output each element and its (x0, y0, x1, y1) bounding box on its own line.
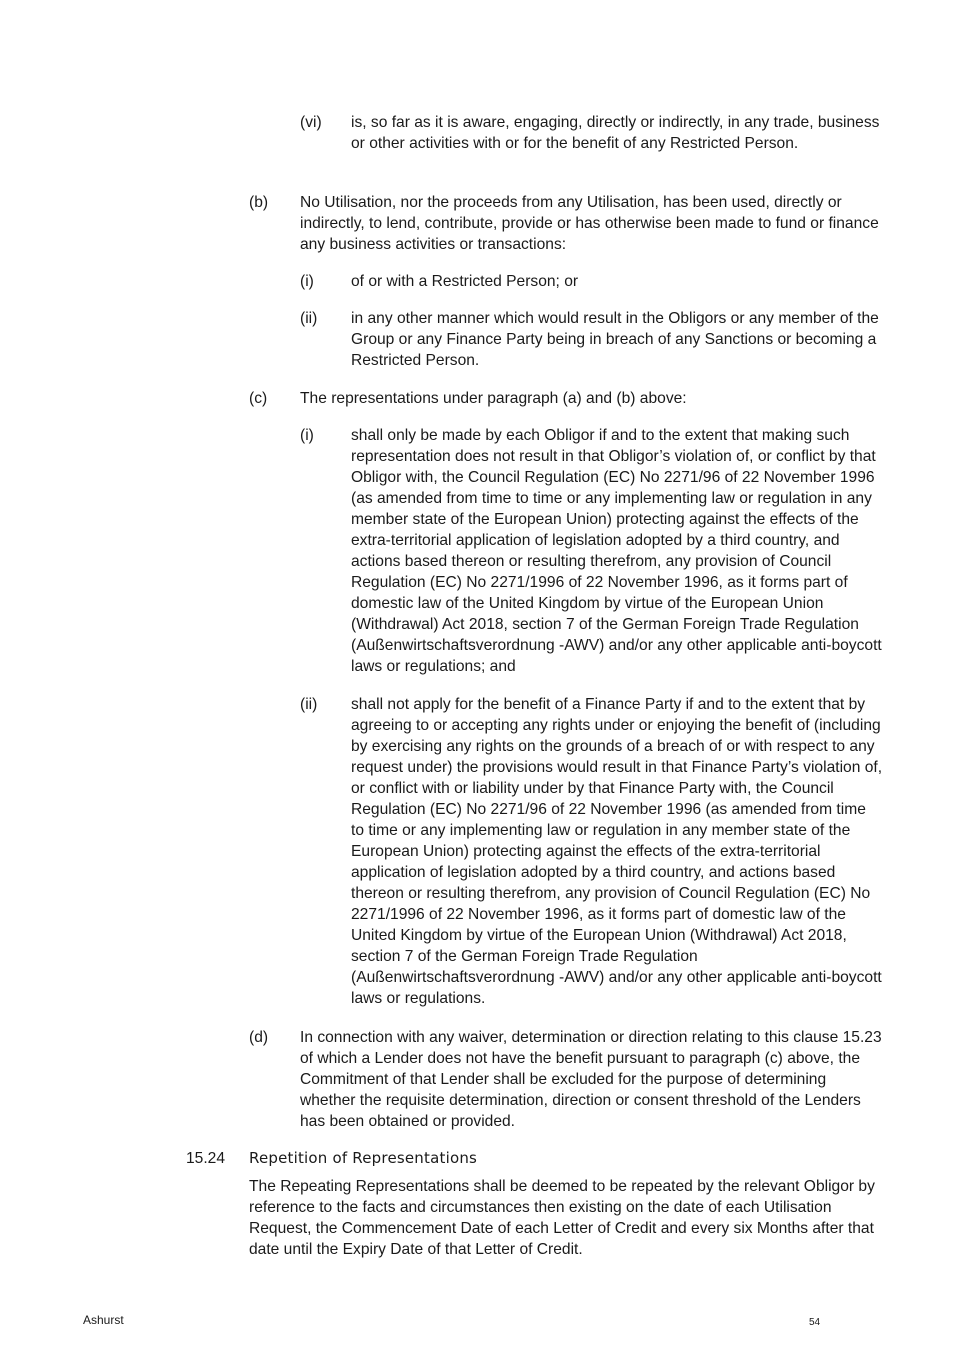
item-number: (c) (249, 390, 268, 407)
item-text: shall not apply for the benefit of a Finance Party if and to the extent that by agreeing to or accepting any rights under or enjoying the benefit of (including by exercising any rights on the grounds of a breach of or with respect to any request under) the provisions would result in that Finance Party’s violation of, or conflict with or liability under by that Finance Party with, the Council Regulation (EC) No 2271/96 of 22 November 1996 (as amended from time to time or any implementing law or regulation in any member state of the European Union) protecting against the effects of the extra-territorial application of legislation adopted by a third country, and actions based thereon or resulting therefrom, any provision of Council Regulation (EC) No 2271/1996 of 22 November 1996, as it forms part of domestic law of the United Kingdom by virtue of the European Union (Withdrawal) Act 2018, section 7 of the German Foreign Trade Regulation (Außenwirtschaftsverordnung -AWV) and/or any other applicable anti-boycott laws or regulations. (351, 696, 883, 1007)
item-number: (vi) (300, 114, 322, 131)
item-number: (ii) (300, 310, 318, 327)
item-text: No Utilisation, nor the proceeds from any Utilisation, has been used, directly or indirectly, to lend, contribute, provide or has otherwise been made to fund or finance any business activities or transactions: (300, 194, 879, 253)
item-number: (d) (249, 1029, 269, 1046)
section-number: 15.24 (186, 1150, 226, 1167)
item-number: (i) (300, 273, 314, 290)
item-text: in any other manner which would result in the Obligors or any member of the Group or any Finance Party being in breach of any Sanctions or becoming a Restricted Person. (351, 310, 879, 369)
item-text: of or with a Restricted Person; or (351, 273, 579, 290)
item-text: is, so far as it is aware, engaging, directly or indirectly, in any trade, business or other activities with or for the benefit of any Restricted Person. (351, 114, 880, 152)
item-text: In connection with any waiver, determination or direction relating to this clause 15.23 of which a Lender does not have the benefit pursuant to paragraph (c) above, the Commitment of that Lender shall be excluded for the purpose of determining whether the requisite determination, direction or consent threshold of the Lenders has been obtained or provided. (300, 1029, 882, 1130)
footer-firm: Ashurst (83, 1313, 124, 1327)
section-title: Repetition of Representations (249, 1149, 478, 1167)
item-number: (b) (249, 194, 269, 211)
item-number: (i) (300, 427, 314, 444)
item-text: shall only be made by each Obligor if and to the extent that making such representation does not result in that Obligor’s violation of, or conflict by that Obligor with, the Council Regulation (EC) No 2271/96 of 22 November 1996 (as amended from time to time or any implementing law or regulation in any member state of the European Union) protecting against the effects of the extra-territorial application of legislation adopted by a third country, and actions based thereon or resulting therefrom, any provision of Council Regulation (EC) No 2271/1996 of 22 November 1996, as it forms part of domestic law of the United Kingdom by virtue of the European Union (Withdrawal) Act 2018, section 7 of the German Foreign Trade Regulation (Außenwirtschaftsverordnung -AWV) and/or any other applicable anti-boycott laws or regulations; and (351, 427, 882, 675)
section-body-text: The Repeating Representations shall be deemed to be repeated by the relevant Obligor by reference to the facts and circumstances then existing on the date of each Utilisation Request, the Commencement Date of each Letter of Credit and every six Months after that date until the Expiry Date of that Letter of Credit. (249, 1178, 875, 1258)
item-text: The representations under paragraph (a) and (b) above: (300, 390, 687, 407)
page-number: 54 (809, 1317, 821, 1328)
item-number: (ii) (300, 696, 318, 713)
